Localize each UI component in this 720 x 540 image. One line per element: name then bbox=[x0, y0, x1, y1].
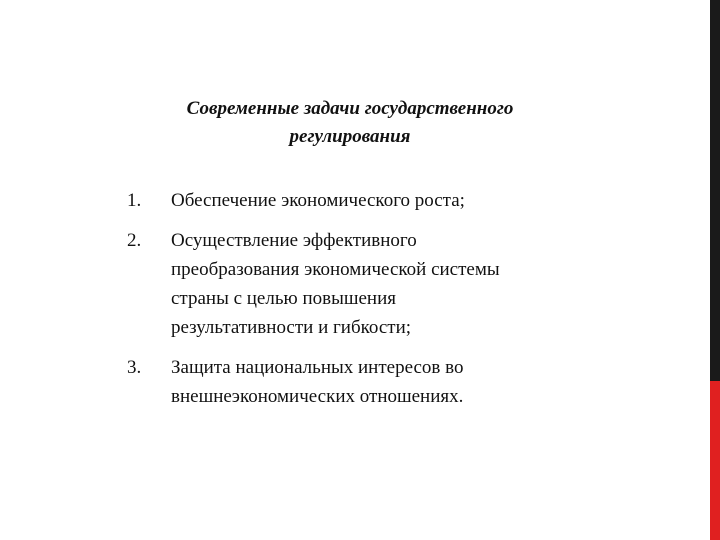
list-item-text: страны с целью повышения bbox=[171, 288, 397, 309]
list-item-number: 2. bbox=[127, 230, 142, 251]
list-item-text: результативности и гибкости; bbox=[171, 317, 412, 338]
list-item-text: преобразования экономической системы bbox=[171, 259, 500, 280]
title-line-1: Современные задачи государственного bbox=[186, 98, 514, 119]
list-item-3 bbox=[127, 353, 627, 411]
slide-title bbox=[120, 95, 580, 151]
list-item-text: внешнеэкономических отношениях. bbox=[171, 386, 464, 407]
side-accent-bar-dark bbox=[710, 0, 720, 381]
list-item-number: 3. bbox=[127, 357, 142, 378]
list-item-text: Защита национальных интересов во bbox=[171, 357, 464, 378]
side-accent-bar-red bbox=[710, 381, 720, 540]
task-list bbox=[127, 186, 627, 422]
title-line-2: регулирования bbox=[289, 126, 411, 147]
list-item-text: Осуществление эффективного bbox=[171, 230, 417, 251]
list-item-text: Обеспечение экономического роста; bbox=[171, 190, 465, 211]
list-item-number: 1. bbox=[127, 190, 142, 211]
list-item-2 bbox=[127, 226, 627, 342]
list-item-1 bbox=[127, 186, 627, 215]
